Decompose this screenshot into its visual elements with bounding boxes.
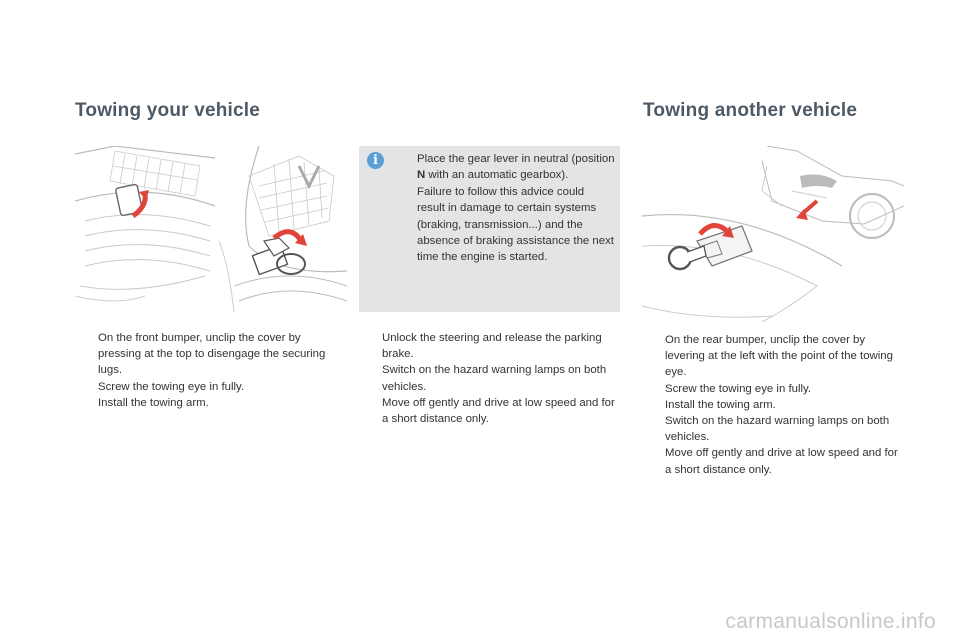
step-text: Move off gently and drive at low speed and for a short distance only.	[665, 447, 898, 476]
info-line-prefix: Place the gear lever in neutral (position	[417, 153, 615, 165]
info-icon: i	[367, 152, 384, 169]
step-text: Screw the towing eye in fully.	[98, 380, 245, 393]
list-item	[75, 395, 340, 411]
step-text: On the front bumper, unclip the cover by pressing at the top to disengage the securing lugs.	[98, 332, 326, 377]
middle-steps-list	[359, 330, 624, 427]
info-text	[397, 151, 615, 266]
step-text: Move off gently and drive at low speed and for a short distance only.	[382, 396, 615, 426]
list-item	[642, 445, 907, 477]
info-line-bold: N	[417, 169, 426, 182]
front-bumper-cover-illustration	[75, 146, 215, 312]
right-steps-list	[642, 332, 907, 478]
list-item	[75, 330, 340, 379]
info-line-suffix: with an automatic gearbox).	[425, 169, 569, 182]
list-item	[642, 381, 907, 397]
left-section-title: Towing your vehicle	[75, 100, 261, 121]
front-towing-eye-illustration	[219, 146, 347, 312]
step-text: On the rear bumper, unclip the cover by levering at the left with the point of the towing eye.	[665, 334, 893, 379]
list-item	[359, 395, 624, 427]
info-warning: Failure to follow this advice could result in damage to certain systems (braking, transmission...) and the absence of braking assistance the next time the engine is started.	[417, 185, 614, 264]
rear-bumper-illustration	[642, 146, 904, 322]
list-item	[359, 330, 624, 362]
info-box	[359, 146, 620, 312]
list-item	[642, 397, 907, 413]
watermark: carmanualsonline.info	[725, 610, 936, 633]
list-item	[642, 332, 907, 381]
list-item	[642, 413, 907, 445]
step-text: Switch on the hazard warning lamps on both vehicles.	[665, 415, 890, 444]
step-text: Install the towing arm.	[98, 396, 209, 409]
right-section-title: Towing another vehicle	[643, 100, 858, 121]
left-steps-list	[75, 330, 340, 411]
step-text: Install the towing arm.	[665, 398, 776, 411]
step-text: Unlock the steering and release the parking brake.	[382, 332, 602, 361]
list-item	[75, 379, 340, 395]
list-item	[359, 362, 624, 394]
info-bullet	[397, 151, 615, 266]
step-text: Screw the towing eye in fully.	[665, 382, 812, 395]
step-text: Switch on the hazard warning lamps on both vehicles.	[382, 364, 607, 393]
